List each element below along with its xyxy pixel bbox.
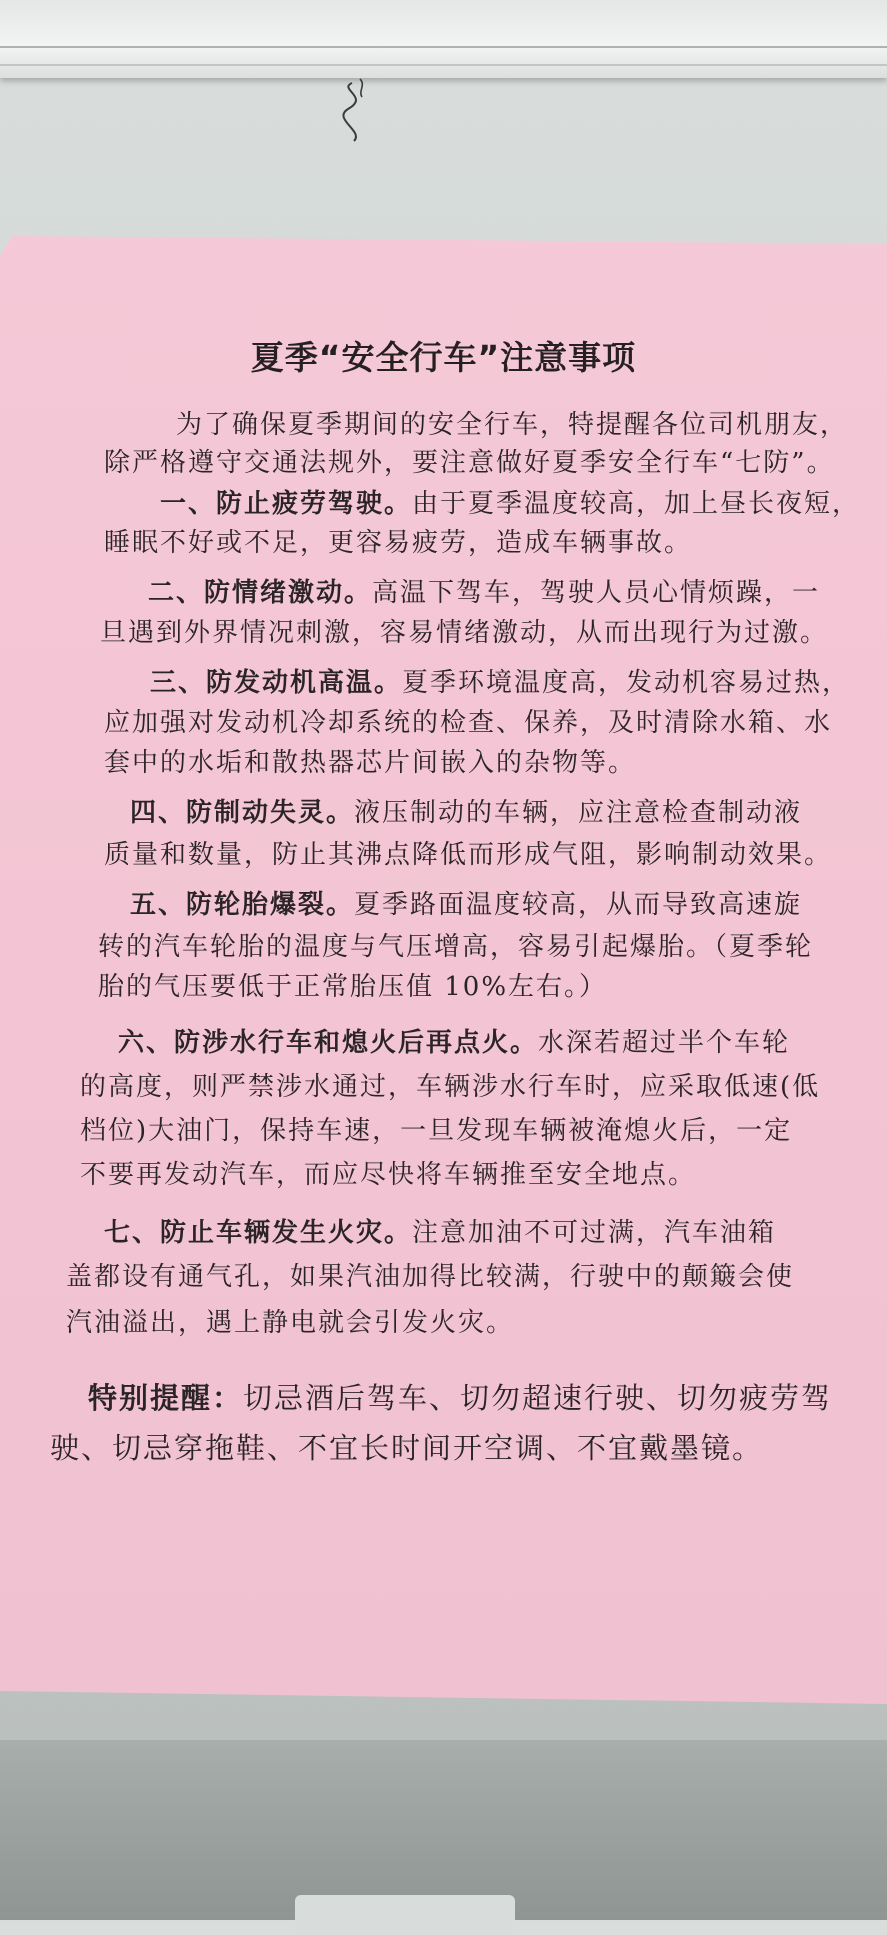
document-title: 夏季“安全行车”注意事项 — [250, 338, 637, 377]
section-2-line — [148, 572, 820, 609]
reminder-text: 切忌酒后驾车、切勿超速行驶、切勿疲劳驾 — [243, 1381, 833, 1415]
section-2-text: 高温下驾车，驾驶人员心情烦躁，一 — [372, 578, 821, 608]
section-7-line: 汽油溢出，遇上静电就会引发火灾。 — [66, 1308, 515, 1338]
section-3-line — [150, 662, 850, 699]
reminder-line — [88, 1376, 832, 1417]
section-6-heading: 六、防涉水行车和熄火后再点火。 — [118, 1028, 539, 1058]
section-2-heading: 二、防情绪激动。 — [148, 578, 373, 608]
paper-edge-line — [0, 46, 887, 48]
section-1-line: 睡眠不好或不足，更容易疲劳，造成车辆事故。 — [104, 528, 693, 558]
section-5-text: 夏季路面温度较高，从而导致高速旋 — [354, 890, 803, 920]
paper-stack — [0, 0, 887, 78]
section-2-line: 旦遇到外界情况刺激，容易情绪激动，从而出现行为过激。 — [100, 618, 829, 648]
section-3-line: 套中的水垢和散热器芯片间嵌入的杂物等。 — [104, 748, 637, 778]
section-4-line: 质量和数量，防止其沸点降低而形成气阻，影响制动效果。 — [104, 840, 833, 870]
section-3-text: 夏季环境温度高，发动机容易过热， — [402, 668, 851, 698]
section-4-line — [130, 792, 802, 829]
section-7-line — [104, 1212, 776, 1249]
section-3-line: 应加强对发动机冷却系统的检查、保养，及时清除水箱、水 — [104, 708, 833, 738]
reminder-line: 驶、切忌穿拖鞋、不宜长时间开空调、不宜戴墨镜。 — [50, 1431, 764, 1465]
intro-line: 除严格遵守交通法规外，要注意做好夏季安全行车“七防”。 — [104, 448, 835, 478]
section-3-heading: 三、防发动机高温。 — [150, 668, 403, 698]
section-6-line — [118, 1022, 790, 1059]
section-1-text: 由于夏季温度较高，加上昼长夜短， — [412, 489, 861, 519]
section-5-line: 转的汽车轮胎的温度与气压增高，容易引起爆胎。（夏季轮 — [98, 932, 814, 962]
desk-surface — [0, 1740, 887, 1920]
section-5-heading: 五、防轮胎爆裂。 — [130, 890, 355, 920]
desk-object — [295, 1895, 515, 1935]
section-5-line: 胎的气压要低于正常胎压值 10%左右。） — [98, 972, 608, 1002]
pen-scribble-mark — [330, 75, 380, 145]
section-7-heading: 七、防止车辆发生火灾。 — [104, 1218, 413, 1248]
paper-edge-line — [0, 64, 887, 66]
intro-line: 为了确保夏季期间的安全行车，特提醒各位司机朋友， — [176, 410, 849, 440]
section-4-text: 液压制动的车辆，应注意检查制动液 — [354, 798, 803, 828]
reminder-label: 特别提醒： — [88, 1381, 244, 1415]
section-6-line: 的高度，则严禁涉水通过，车辆涉水行车时，应采取低速(低 — [80, 1072, 821, 1102]
section-6-line: 不要再发动汽车，而应尽快将车辆推至安全地点。 — [80, 1160, 697, 1190]
section-6-text: 水深若超过半个车轮 — [538, 1028, 791, 1058]
section-5-line — [130, 884, 802, 921]
section-7-text: 注意加油不可过满，汽车油箱 — [412, 1218, 777, 1248]
section-1-heading: 一、防止疲劳驾驶。 — [160, 489, 413, 519]
section-4-heading: 四、防制动失灵。 — [130, 798, 355, 828]
section-6-line: 档位)大油门，保持车速，一旦发现车辆被淹熄火后，一定 — [80, 1116, 793, 1146]
section-1-line — [160, 483, 860, 520]
section-7-line: 盖都设有通气孔，如果汽油加得比较满，行驶中的颠簸会使 — [66, 1262, 795, 1292]
